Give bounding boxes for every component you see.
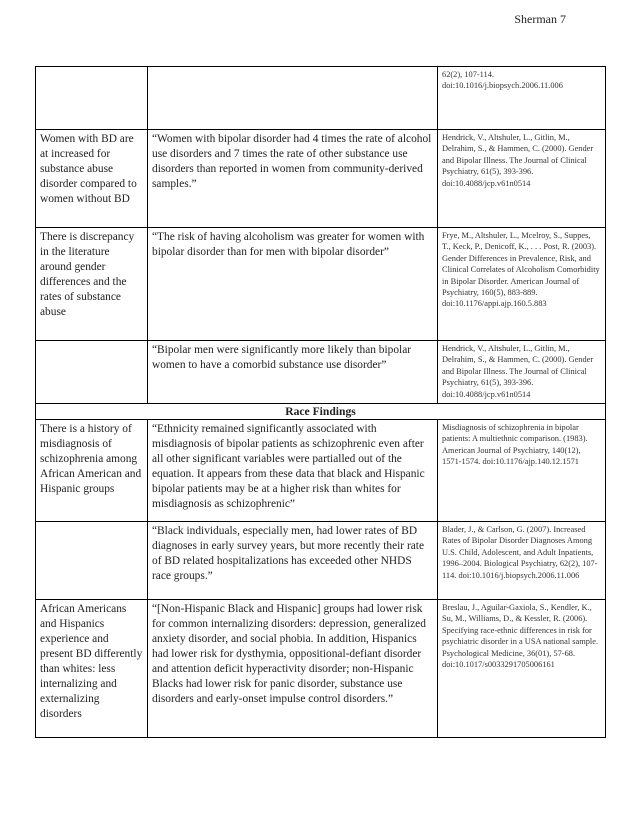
citation-cell: Hendrick, V., Altshuler, L., Gitlin, M., Delrahim, S., & Hammen, C. (2000). Gender and Bipolar Illness. The Journal of Clinical Psychiatry, 61(5), 393-396. doi:10.4088/jcp.v61n0514 bbox=[438, 130, 606, 228]
citation-cell: Blader, J., & Carlson, G. (2007). Increased Rates of Bipolar Disorder Diagnoses Among U.S. Child, Adolescent, and Adult Inpatients, 1996–2004. Biological Psychiatry, 62(2), 107-114. doi:10.1016/j.biopsych.2006.11.006 bbox=[438, 522, 606, 600]
finding-cell bbox=[36, 67, 148, 130]
finding-cell: Women with BD are at increased for substance abuse disorder compared to women without BD bbox=[36, 130, 148, 228]
finding-cell bbox=[36, 341, 148, 404]
table-row bbox=[36, 600, 606, 738]
citation-cell: 62(2), 107-114. doi:10.1016/j.biopsych.2006.11.006 bbox=[438, 67, 606, 130]
citation-cell: Hendrick, V., Altshuler, L., Gitlin, M., Delrahim, S., & Hammen, C. (2000). Gender and Bipolar Illness. The Journal of Clinical Psychiatry, 61(5), 393-396. doi:10.4088/jcp.v61n0514 bbox=[438, 341, 606, 404]
section-header-row bbox=[36, 404, 606, 420]
quote-cell: “Ethnicity remained significantly associated with misdiagnosis of bipolar patients as schizophrenic even after all other significant variables were partialled out of the equation. It appears from these data that black and Hispanic bipolar patients may be at a higher risk than whites for misdiagnosis as schizophrenic” bbox=[148, 420, 438, 522]
finding-cell: African Americans and Hispanics experience and present BD differently than whites: less internalizing and externalizing disorders bbox=[36, 600, 148, 738]
citation-cell: Frye, M., Altshuler, L., Mcelroy, S., Suppes, T., Keck, P., Denicoff, K., . . . Post, R. (2003). Gender Differences in Prevalence, Risk, and Clinical Correlates of Alcoholism Comorbidity in Bipolar Disorder. American Journal of Psychiatry, 160(5), 883-889. doi:10.1176/appi.ajp.160.5.883 bbox=[438, 228, 606, 341]
race-findings-heading: Race Findings bbox=[36, 404, 606, 420]
citation-cell: Misdiagnosis of schizophrenia in bipolar patients: A multiethnic comparison. (1983). American Journal of Psychiatry, 140(12), 1571-1574. doi:10.1176/ajp.140.12.1571 bbox=[438, 420, 606, 522]
finding-cell bbox=[36, 522, 148, 600]
table-row bbox=[36, 228, 606, 341]
table-row bbox=[36, 420, 606, 522]
quote-cell: “The risk of having alcoholism was greater for women with bipolar disorder than for men with bipolar disorder” bbox=[148, 228, 438, 341]
table-row bbox=[36, 522, 606, 600]
quote-cell: “Black individuals, especially men, had lower rates of BD diagnoses in early survey years, but more recently their rate of BD related hospitalizations has exceeded other NHDS race groups.” bbox=[148, 522, 438, 600]
quote-cell: “[Non-Hispanic Black and Hispanic] groups had lower risk for common internalizing disorders: depression, generalized anxiety disorder, and social phobia. In addition, Hispanics had lower risk for dysthymia, oppositional-defiant disorder and attention deficit hyperactivity disorder; non-Hispanic Blacks had lower risk for panic disorder, substance use disorders and early-onset impulse control disorders.” bbox=[148, 600, 438, 738]
finding-cell: There is a history of misdiagnosis of schizophrenia among African American and Hispanic groups bbox=[36, 420, 148, 522]
quote-cell bbox=[148, 67, 438, 130]
quote-cell: “Bipolar men were significantly more likely than bipolar women to have a comorbid substance use disorder” bbox=[148, 341, 438, 404]
table-row bbox=[36, 341, 606, 404]
finding-cell: There is discrepancy in the literature around gender differences and the rates of substance abuse bbox=[36, 228, 148, 341]
page-header: Sherman 7 bbox=[514, 12, 566, 26]
literature-table bbox=[35, 66, 606, 738]
quote-cell: “Women with bipolar disorder had 4 times the rate of alcohol use disorders and 7 times the rate of other substance use disorders than reported in women from community-derived samples.” bbox=[148, 130, 438, 228]
citation-cell: Breslau, J., Aguilar-Gaxiola, S., Kendler, K., Su, M., Williams, D., & Kessler, R. (2006). Specifying race-ethnic differences in risk for psychiatric disorder in a USA national sample. Psychological Medicine, 36(01), 57-68. doi:10.1017/s0033291705006161 bbox=[438, 600, 606, 738]
table-row bbox=[36, 130, 606, 228]
table-row bbox=[36, 67, 606, 130]
